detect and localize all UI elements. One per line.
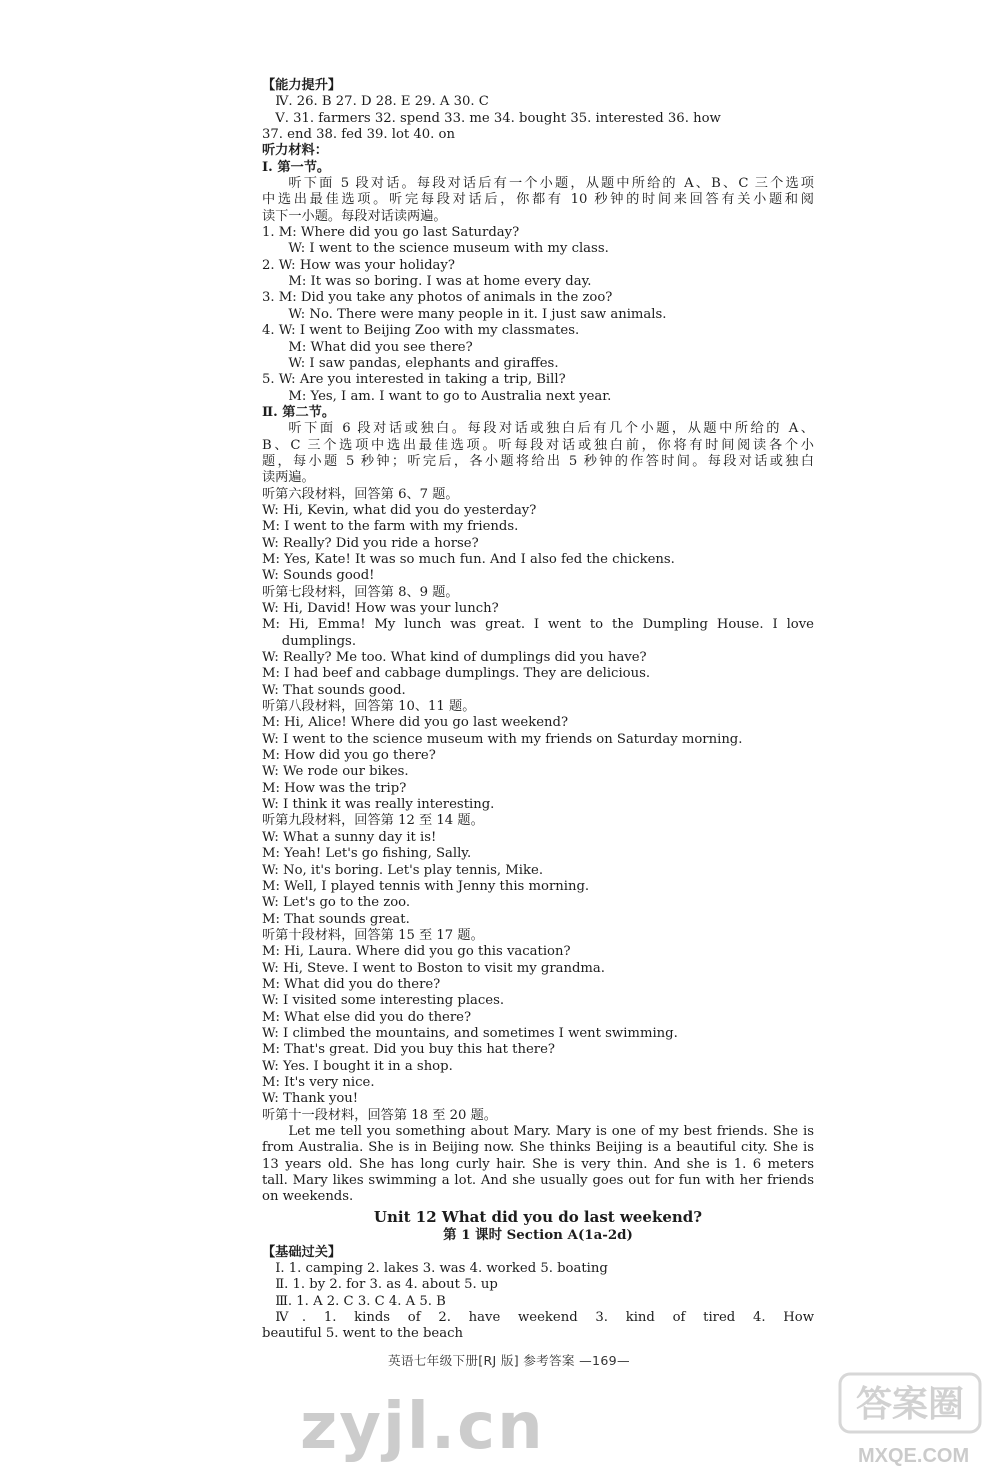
lesson-title: 第 1 课时 Section A(1a-2d) [443,1226,633,1243]
dialogue-line: 4. W: I went to Beijing Zoo with my classmates. [262,323,580,339]
monologue-line: Let me tell you something about Mary. Mary is one of my best friends. She is [288,1124,814,1139]
section-2-instruction: B、C 三个选项中选出最佳选项。听每段对话或独白前，你将有时间阅读各个小 [262,437,814,453]
dialogue-line: M: Hi, Emma! My lunch was great. I went to the Dumpling House. I love [262,617,814,633]
dialogue-line: M: What did you do there? [262,976,441,992]
material-heading: 听第六段材料，回答第 6、7 题。 [262,486,459,502]
dialogue-line: M: I went to the farm with my friends. [262,519,519,535]
dialogue-line: W: Hi, Steve. I went to Boston to visit my grandma. [262,960,605,976]
material-heading: 听第八段材料，回答第 10、11 题。 [262,699,476,715]
nengli-line-1: Ⅳ. 26. B 27. D 28. E 29. A 30. C [275,94,489,110]
nengli-section [262,78,814,143]
answer-line: Ⅰ. 1. camping 2. lakes 3. was 4. worked 5. boating [275,1261,608,1277]
watermark-zyjl: zyjl.cn [300,1390,545,1464]
answer-line: Ⅱ. 1. by 2. for 3. as 4. about 5. up [275,1277,498,1293]
dialogue-line: W: Thank you! [262,1091,359,1107]
dialogue-line: W: No, it's boring. Let's play tennis, Mike. [262,862,544,878]
answer-line: Ⅳ. 1. kinds of 2. have weekend 3. kind of tired 4. How [275,1310,814,1326]
dialogue-line: M: What did you see there? [288,339,473,355]
dialogue-line: W: Hi, David! How was your lunch? [262,601,499,616]
material-heading: 听第十一段材料，回答第 18 至 20 题。 [262,1107,497,1123]
dialogue-line: W: What a sunny day it is! [262,829,437,845]
dialogue-line: W: I went to the science museum with my class. [288,241,609,257]
section-1-instruction: 听下面 5 段对话。每段对话后有一个小题，从题中所给的 A、B、C 三个选项 [288,176,814,192]
dialogue-line: M: How did you go there? [262,748,436,764]
dialogue-line: W: No. There were many people in it. I just saw animals. [288,306,667,322]
watermark-logo-icon [838,1370,982,1436]
section-2-heading: Ⅱ. 第二节。 [262,404,336,420]
nengli-heading: 【能力提升】 [262,78,342,93]
unit-title: Unit 12 What did you do last weekend? [373,1207,703,1226]
section-1-instruction: 中选出最佳选项。听完每段对话后，你都有 10 秒钟的时间来回答有关小题和阅 [262,192,814,208]
dialogue-line: dumplings. [281,633,357,649]
dialogue-line: W: We rode our bikes. [262,764,409,780]
dialogue-line: M: Hi, Laura. Where did you go this vacation? [262,944,571,960]
monologue-line: from Australia. She is in Beijing now. She thinks Beijing is a beautiful city. She is [262,1140,814,1156]
dialogue-line: W: I think it was really interesting. [262,797,495,813]
dialogue-line: M: I had beef and cabbage dumplings. They are delicious. [262,666,651,682]
listening-section [262,143,814,1205]
page-footer: 英语七年级下册[RJ 版] 参考答案 —169— [388,1353,630,1368]
listening-heading: 听力材料： [262,143,328,159]
material-heading: 听第十段材料，回答第 15 至 17 题。 [262,927,484,943]
dialogue-line: M: That sounds great. [262,911,410,927]
dialogue-line: 5. W: Are you interested in taking a trip, Bill? [262,372,566,388]
dialogue-line: W: Really? Me too. What kind of dumplings did you have? [262,650,647,666]
dialogue-line: M: It's very nice. [262,1074,375,1090]
section-2-instruction: 读两遍。 [262,470,315,486]
dialogue-line: W: I visited some interesting places. [262,993,505,1009]
dialogue-line: W: Yes. I bought it in a shop. [262,1058,453,1074]
monologue-line: tall. Mary likes swimming a lot. And she usually goes out for fun with her friends [262,1173,814,1189]
section-1-heading: Ⅰ. 第一节。 [262,159,331,175]
dialogue-line: W: I saw pandas, elephants and giraffes. [288,355,559,371]
dialogue-line: M: Yeah! Let's go fishing, Sally. [262,846,472,862]
dialogue-line: 3. M: Did you take any photos of animals in the zoo? [262,290,613,306]
dialogue-line: M: Yes, Kate! It was so much fun. And I also fed the chickens. [262,551,675,567]
dialogue-line: W: I climbed the mountains, and sometimes I went swimming. [262,1025,678,1041]
dialogue-line: W: That sounds good. [262,682,406,698]
nengli-line-2: Ⅴ. 31. farmers 32. spend 33. me 34. bought 35. interested 36. how [275,110,721,126]
dialogue-line: 1. M: Where did you go last Saturday? [262,225,520,241]
dialogue-line: M: What else did you do there? [262,1009,472,1025]
material-heading: 听第七段材料，回答第 8、9 题。 [262,584,459,600]
section-2-instruction: 题，每小题 5 秒钟；听完后，各小题将给出 5 秒钟的作答时间。每段对话或独白 [262,453,814,469]
dialogue-line: 2. W: How was your holiday? [262,257,455,273]
dialogue-line: M: Hi, Alice! Where did you go last weekend? [262,715,569,731]
dialogue-line: W: Really? Did you ride a horse? [262,535,479,551]
svg-text:答案圈: 答案圈 [855,1384,965,1425]
section-1-instruction: 读下一小题。每段对话读两遍。 [262,208,447,224]
jichu-heading: 【基础过关】 [262,1244,342,1260]
dialogue-line: M: Yes, I am. I want to go to Australia next year. [288,388,612,404]
dialogue-line: M: That's great. Did you buy this hat there? [262,1042,555,1058]
dialogue-line: W: Sounds good! [262,568,375,584]
dialogue-line: M: It was so boring. I was at home every day. [288,274,592,290]
answer-line: beautiful 5. went to the beach [262,1326,463,1342]
dialogue-line: W: I went to the science museum with my friends on Saturday morning. [262,731,743,747]
monologue-line: on weekends. [262,1189,354,1205]
answer-page [262,78,814,1343]
material-heading: 听第九段材料，回答第 12 至 14 题。 [262,813,484,829]
dialogue-line: M: Well, I played tennis with Jenny this morning. [262,878,590,894]
unit-section [262,1208,814,1343]
dialogue-line: W: Hi, Kevin, what did you do yesterday? [262,502,537,518]
watermark-site: MXQE.COM [858,1445,970,1467]
nengli-line-3: 37. end 38. fed 39. lot 40. on [262,127,455,143]
answer-line: Ⅲ. 1. A 2. C 3. C 4. A 5. B [275,1293,446,1309]
section-2-instruction: 听下面 6 段对话或独白。每段对话或独白后有几个小题，从题中所给的 A、 [288,421,814,437]
monologue-line: 13 years old. She has long curly hair. She is very thin. And she is 1. 6 meters [262,1156,814,1172]
dialogue-line: M: How was the trip? [262,780,407,796]
dialogue-line: W: Let's go to the zoo. [262,895,411,911]
